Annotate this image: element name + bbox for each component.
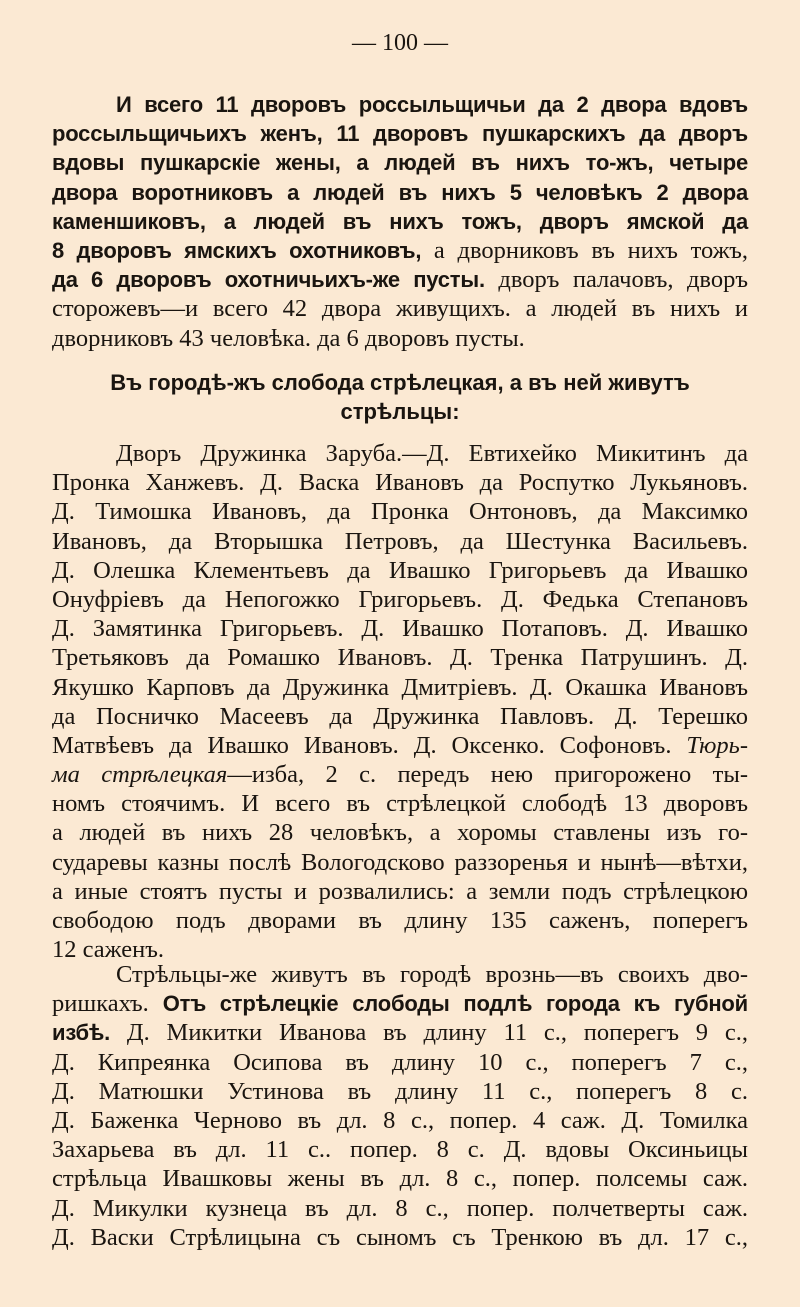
text-segment: Д. Васки Стрѣлицына съ сыномъ съ Тренкою въ дл. 17 с., <box>52 1223 748 1251</box>
text-line <box>52 324 748 353</box>
text-segment: Якушко Карповъ да Дружинка Дмитріевъ. Д. Окашка Ивановъ <box>52 673 748 701</box>
bold-text: вдовы пушкарскіе жены, а людей въ нихъ то-жъ, четыре <box>52 150 748 176</box>
text-line <box>52 1223 748 1252</box>
text-line <box>52 497 748 526</box>
text-line <box>52 527 748 556</box>
text-segment: стрѣльцы: <box>340 399 460 425</box>
text-segment: Стрѣльцы-же живутъ въ городѣ врознь—въ своихъ дво- <box>116 961 748 988</box>
text-segment: 12 саженъ. <box>52 936 165 964</box>
italic-text: ма стрѣлецкая <box>52 761 228 789</box>
text-segment: Д. Кипреянка Осипова въ длину 10 с., поперегъ 7 с., <box>52 1048 748 1076</box>
text-line <box>52 1194 748 1223</box>
text-line <box>52 877 748 906</box>
text-segment: сторожевъ—и всего 42 двора живущихъ. а людей въ нихъ и <box>52 295 748 323</box>
text-line <box>52 1018 748 1047</box>
text-segment: дворъ палачовъ, дворъ <box>484 266 748 294</box>
text-segment: Д. Баженка Черново въ дл. 8 с., попер. 4 саж. Д. Томилка <box>52 1106 748 1134</box>
text-line <box>52 439 748 468</box>
text-segment: Ивановъ, да Вторышка Петровъ, да Шестунка Васильевъ. <box>52 527 748 555</box>
bold-text: избѣ. <box>52 1020 111 1046</box>
text-line <box>52 818 748 847</box>
text-line <box>52 585 748 614</box>
italic-text: Тюрь- <box>686 731 748 759</box>
bold-text: 8 дворовъ ямскихъ охотниковъ, <box>52 237 422 263</box>
text-line <box>52 556 748 585</box>
text-segment: Матвѣевъ да Ивашко Ивановъ. Д. Оксенко. Софоновъ. <box>52 731 687 759</box>
text-line <box>52 207 748 236</box>
text-segment: сударевы казны послѣ Вологодсково раззоренья и нынѣ—вѣтхи, <box>52 848 748 876</box>
text-segment: стрѣльца Ивашковы жены въ дл. 8 с., попер. полсемы саж. <box>52 1165 748 1193</box>
text-segment: дворниковъ 43 человѣка. да 6 дворовъ пусты. <box>52 324 525 352</box>
text-line <box>52 1135 748 1164</box>
text-segment: Третьяковъ да Ромашко Ивановъ. Д. Тренка Патрушинъ. Д. <box>52 644 748 672</box>
text-segment: ришкахъ. <box>52 990 163 1018</box>
text-segment: Д. Олешка Клементьевъ да Ивашко Григорьевъ да Ивашко <box>52 556 748 584</box>
text-segment: да Посничко Масеевъ да Дружинка Павловъ. Д. Терешко <box>52 702 748 730</box>
text-line <box>52 960 748 989</box>
text-segment: Онуфріевъ да Непогожко Григорьевъ. Д. Федька Степановъ <box>52 585 748 613</box>
text-line <box>52 789 748 818</box>
bold-text: да 6 дворовъ охотничьихъ-же пусты. <box>52 267 485 293</box>
text-line <box>52 1077 748 1106</box>
text-line <box>52 236 748 265</box>
text-line <box>52 294 748 323</box>
section-heading <box>52 368 748 426</box>
text-segment: Захарьева въ дл. 11 с.. попер. 8 с. Д. вдовы Оксиньицы <box>52 1136 748 1164</box>
text-segment: Д. Тимошка Ивановъ, да Пронка Онтоновъ, да Максимко <box>52 498 748 526</box>
text-segment: Пронка Ханжевъ. Д. Васка Ивановъ да Роспутко Лукьяновъ. <box>52 469 748 497</box>
text-line <box>52 1048 748 1077</box>
text-segment: Д. Замятинка Григорьевъ. Д. Ивашко Потаповъ. Д. Ивашко <box>52 615 748 643</box>
bold-text: двора воротниковъ а людей въ нихъ 5 человѣкъ 2 двора <box>52 179 748 205</box>
text-segment: а людей въ нихъ 28 человѣкъ, а хоромы ставлены изъ го- <box>52 819 748 847</box>
text-line <box>52 397 748 426</box>
bold-text: россыльщичьихъ женъ, 11 дворовъ пушкарскихъ да дворъ <box>52 121 748 147</box>
text-line <box>52 1164 748 1193</box>
bold-text: И всего 11 дворовъ россыльщичьи да 2 двора вдовъ <box>116 92 748 117</box>
text-segment: —изба, 2 с. передъ нею пригорожено ты- <box>227 761 748 789</box>
text-line <box>52 1106 748 1135</box>
bold-text: Отъ стрѣлецкіе слободы подлѣ города къ губной <box>162 991 748 1017</box>
bold-text: каменшиковъ, а людей въ нихъ тожъ, дворъ ямской да <box>52 208 748 234</box>
text-line <box>52 368 748 397</box>
paragraph <box>52 960 748 1252</box>
text-line <box>52 673 748 702</box>
text-line <box>52 265 748 294</box>
text-line <box>52 702 748 731</box>
text-line <box>52 614 748 643</box>
text-line <box>52 90 748 119</box>
text-segment: Д. Микулки кузнеца въ дл. 8 с., попер. полчетверты саж. <box>52 1194 748 1222</box>
text-segment: а дворниковъ въ нихъ тожъ, <box>421 236 748 264</box>
text-segment: номъ стоячимъ. И всего въ стрѣлецкой слободѣ 13 дворовъ <box>52 790 748 818</box>
text-line <box>52 906 748 935</box>
text-line <box>52 848 748 877</box>
text-line <box>52 119 748 148</box>
text-line <box>52 643 748 672</box>
text-segment: а иные стоятъ пусты и розвалились: а земли подъ стрѣлецкою <box>52 877 748 905</box>
text-segment: Д. Матюшки Устинова въ длину 11 с., поперегъ 8 с. <box>52 1077 748 1105</box>
text-segment: Въ городѣ-жъ слобода стрѣлецкая, а въ ней живутъ <box>110 370 690 395</box>
page-number: — 100 — <box>352 30 448 56</box>
paragraph <box>52 90 748 353</box>
text-line <box>52 178 748 207</box>
text-line <box>52 989 748 1018</box>
text-line <box>52 731 748 760</box>
text-line <box>52 760 748 789</box>
paragraph <box>52 439 748 964</box>
text-segment: Дворъ Дружинка Заруба.—Д. Евтихейко Микитинъ да <box>116 440 748 467</box>
text-line <box>52 468 748 497</box>
text-segment: Д. Микитки Иванова въ длину 11 с., поперегъ 9 с., <box>110 1019 748 1047</box>
text-line <box>52 148 748 177</box>
text-segment: свободою подъ дворами въ длину 135 саженъ, поперегъ <box>52 907 748 934</box>
